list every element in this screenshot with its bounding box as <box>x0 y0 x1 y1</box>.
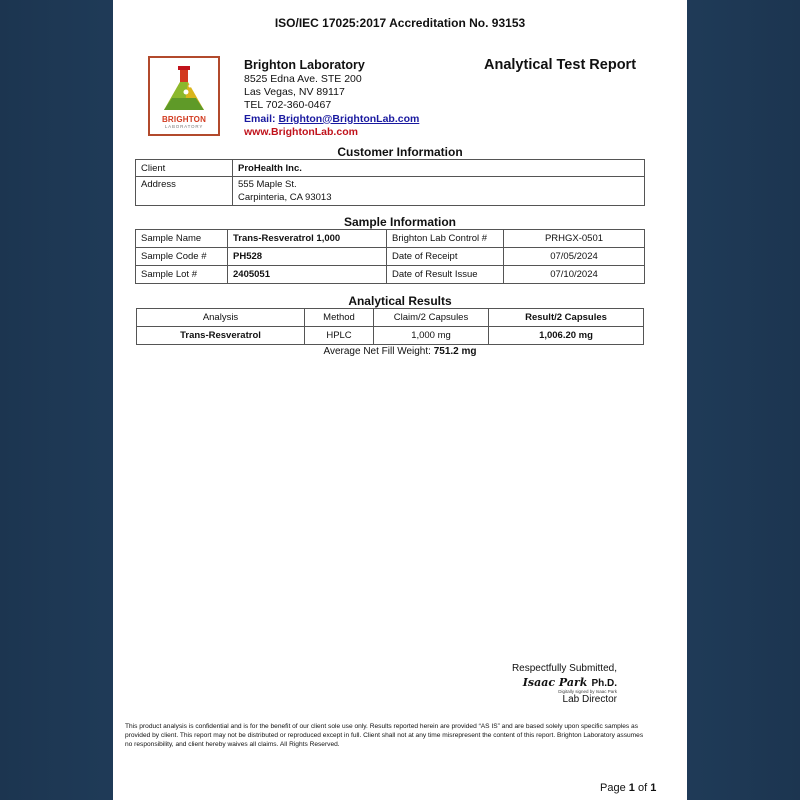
header-claim: Claim/2 Capsules <box>374 309 489 327</box>
brighton-logo <box>148 56 220 136</box>
disclaimer-text: This product analysis is confidential and is for the benefit of our client sole use only. Results reported herein are provided “AS IS” and are based solely upon specific samples as provided by client. This report may not be distributed or reproduced except in full. Client shall not at any time misrepresent the content of this report. Brighton Laboratory assumes no responsibility, and client hereby waives all claims. All Rights Reserved. <box>125 723 644 748</box>
sample-info-table <box>135 229 645 284</box>
lab-control-value: PRHGX-0501 <box>504 230 645 248</box>
signature-block <box>493 663 617 705</box>
sample-section-title: Sample Information <box>343 215 456 229</box>
sample-code-label: Sample Code # <box>136 248 228 266</box>
page-of: of <box>637 782 648 794</box>
signature-line <box>493 676 617 689</box>
report-title: Analytical Test Report <box>484 57 637 73</box>
lab-email-row <box>244 113 419 126</box>
sample-name-label: Sample Name <box>136 230 228 248</box>
logo-name-text: BRIGHTON <box>161 115 207 124</box>
lab-address-line2: Las Vegas, NV 89117 <box>244 86 345 99</box>
signer-title: Lab Director <box>562 694 617 705</box>
page-number <box>600 782 656 794</box>
result-claim: 1,000 mg <box>374 327 489 345</box>
result-value: 1,006.20 mg <box>489 327 644 345</box>
address-line2: Carpinteria, CA 93013 <box>238 192 332 203</box>
digital-signature-note: Digitally signed by Isaac Park <box>558 689 617 694</box>
client-value: ProHealth Inc. <box>233 160 645 177</box>
table-row <box>136 248 645 266</box>
email-label: Email: <box>244 112 276 125</box>
receipt-date-value: 07/05/2024 <box>504 248 645 266</box>
lab-website-link[interactable]: www.BrightonLab.com <box>244 125 358 138</box>
receipt-date-label: Date of Receipt <box>387 248 504 266</box>
header-result: Result/2 Capsules <box>489 309 644 327</box>
signature-name: Isaac Park <box>522 676 588 689</box>
client-label: Client <box>136 160 233 177</box>
signature-degree: Ph.D. <box>591 678 617 689</box>
sample-code-value: PH528 <box>228 248 387 266</box>
lab-address-line1: 8525 Edna Ave. STE 200 <box>244 73 362 85</box>
logo-sub-text: LABORATORY <box>164 124 204 129</box>
page-current: 1 <box>628 782 635 794</box>
issue-date-value: 07/10/2024 <box>504 266 645 284</box>
lab-telephone: TEL 702-360-0467 <box>244 99 332 112</box>
fill-weight-line <box>113 346 687 357</box>
customer-section-title: Customer Information <box>337 145 463 159</box>
header-method: Method <box>305 309 374 327</box>
header-analysis: Analysis <box>137 309 305 327</box>
table-row <box>137 327 644 345</box>
lab-control-label: Brighton Lab Control # <box>387 230 504 248</box>
table-row <box>136 160 645 177</box>
issue-date-label: Date of Result Issue <box>387 266 504 284</box>
address-label: Address <box>136 177 233 206</box>
fill-weight-value: 751.2 mg <box>433 346 477 357</box>
analytical-results-table <box>136 308 644 345</box>
iso-accreditation-header: ISO/IEC 17025:2017 Accreditation No. 93153 <box>274 16 526 30</box>
result-analysis: Trans-Resveratrol <box>137 327 305 345</box>
sample-lot-label: Sample Lot # <box>136 266 228 284</box>
page-total: 1 <box>650 782 657 794</box>
sample-name-value: Trans-Resveratrol 1,000 <box>228 230 387 248</box>
customer-info-table <box>135 159 645 206</box>
address-line1: 555 Maple St. <box>238 179 297 190</box>
table-row <box>136 177 645 206</box>
table-row <box>136 230 645 248</box>
lab-contact-block <box>244 58 419 139</box>
table-header-row <box>137 309 644 327</box>
address-value <box>233 177 645 206</box>
fill-weight-label: Average Net Fill Weight: <box>323 346 431 357</box>
email-link[interactable]: Brighton@BrightonLab.com <box>278 112 420 125</box>
table-row <box>136 266 645 284</box>
page-label: Page <box>600 782 626 794</box>
submitted-text: Respectfully Submitted, <box>511 663 617 674</box>
report-page <box>113 0 687 800</box>
lab-name: Brighton Laboratory <box>244 58 365 72</box>
results-section-title: Analytical Results <box>348 294 452 308</box>
result-method: HPLC <box>305 327 374 345</box>
sample-lot-value: 2405051 <box>228 266 387 284</box>
